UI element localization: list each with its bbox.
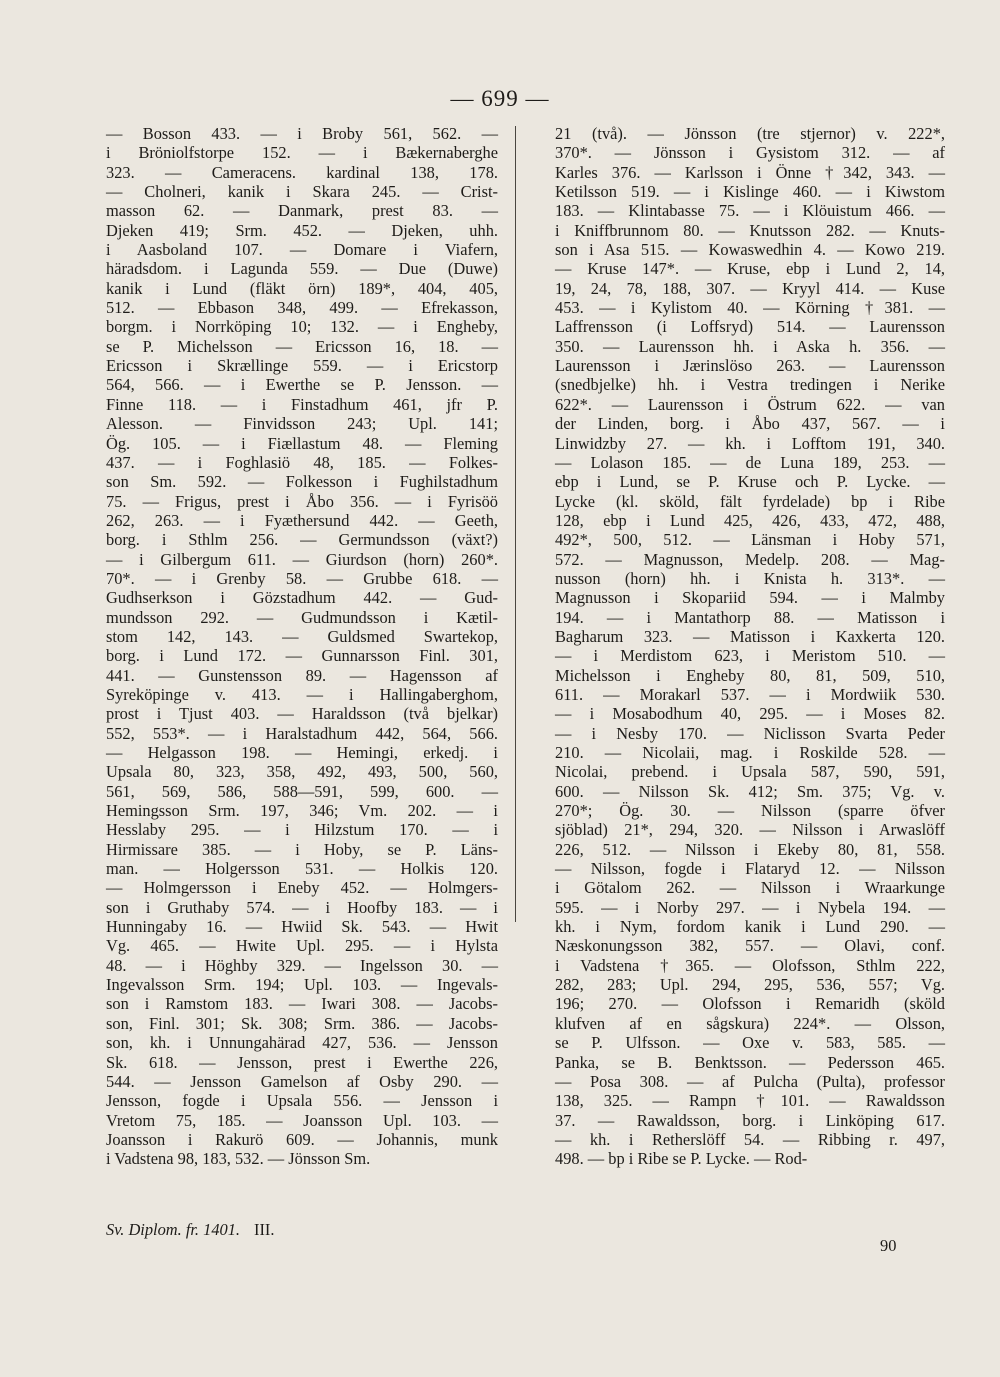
text-line: 323. — Cameracens. kardinal 138, 178.: [106, 162, 498, 182]
footer-title: Sv. Diplom. fr. 1401.: [106, 1220, 241, 1239]
text-line: 196; 270. — Olofsson i Remaridh (sköld: [555, 994, 945, 1014]
page-number: — 699 —: [450, 86, 550, 111]
text-line: 48. — i Höghby 329. — Ingelsson 30. —: [106, 955, 498, 975]
text-line: kh. i Nym, fordom kanik i Lund 290. —: [555, 917, 945, 937]
text-line: ebp i Lund, se P. Kruse och P. Lycke. —: [555, 472, 945, 492]
text-line: Karles 376. — Karlsson i Önne †342, 343. —: [555, 162, 945, 182]
text-line: — Kruse 147*. — Kruse, ebp i Lund 2, 14,: [555, 259, 945, 279]
text-line: Linwidzby 27. — kh. i Lofftom 191, 340.: [555, 433, 945, 453]
text-line: — i Gilbergum 611. — Giurdson (horn) 260*.: [106, 549, 498, 569]
text-line: i Aasboland 107. — Domare i Viafern,: [106, 240, 498, 260]
text-line: Gudhserkson i Gözstadhum 442. — Gud-: [106, 588, 498, 608]
text-line: 370*. — Jönsson i Gysistom 312. — af: [555, 143, 945, 163]
text-line: 262, 263. — i Fyæthersund 442. — Geeth,: [106, 510, 498, 530]
text-line: Jensson, fogde i Upsala 556. — Jensson i: [106, 1091, 498, 1111]
text-line: — Nilsson, fogde i Flataryd 12. — Nilsson: [555, 859, 945, 879]
text-line: 70*. — i Grenby 58. — Grubbe 618. —: [106, 568, 498, 588]
right-column: [555, 124, 945, 1169]
text-line: Hunningaby 16. — Hwiid Sk. 543. — Hwit: [106, 917, 498, 937]
text-line: 226, 512. — Nilsson i Ekeby 80, 81, 558.: [555, 839, 945, 859]
text-line: Finne 118. — i Finstadhum 461, jfr P.: [106, 394, 498, 414]
text-line: i Bröniolfstorpe 152. — i Bækernaberghe: [106, 143, 498, 163]
text-line: 492*, 500, 512. — Länsman i Hoby 571,: [555, 530, 945, 550]
text-line: Laffrensson (i Loffsryd) 514. — Laurensson: [555, 317, 945, 337]
text-line: Hesslaby 295. — i Hilzstum 170. — i: [106, 820, 498, 840]
text-line: 75. — Frigus, prest i Åbo 356. — i Fyrisöö: [106, 491, 498, 511]
text-line: son i Ramstom 183. — Iwari 308. — Jacobs-: [106, 994, 498, 1014]
text-line: 441. — Gunstensson 89. — Hagensson af: [106, 665, 498, 685]
text-line: Syreköpinge v. 413. — i Hallingaberghom,: [106, 684, 498, 704]
text-line: i Vadstena 98, 183, 532. — Jönsson Sm.: [106, 1149, 371, 1169]
text-line: — Holmgersson i Eneby 452. — Holmgers-: [106, 878, 498, 898]
text-line: Panka, se B. Benktsson. — Pedersson 465.: [555, 1052, 945, 1072]
text-line: der Linden, borg. i Åbo 437, 567. — i: [555, 414, 945, 434]
text-line: Lycke (kl. sköld, fält fyrdelade) bp i Ribe: [555, 491, 945, 511]
text-line: son Sm. 592. — Folkesson i Fughilstadhum: [106, 472, 498, 492]
text-line: i Vadstena †365. — Olofsson, Sthlm 222,: [555, 955, 945, 975]
text-line: Næskonungsson 382, 557. — Olavi, conf.: [555, 936, 945, 956]
text-line: son, Finl. 301; Sk. 308; Srm. 386. — Jacobs-: [106, 1013, 498, 1033]
text-line: 512. — Ebbason 348, 499. — Efrekasson,: [106, 298, 498, 318]
text-line: klufven af en sågskura) 224*. — Olsson,: [555, 1013, 945, 1033]
text-line: 270*; Ög. 30. — Nilsson (sparre öfver: [555, 801, 945, 821]
text-line: stom 142, 143. — Guldsmed Swartekop,: [106, 626, 498, 646]
text-line: sjöblad) 21*, 294, 320. — Nilsson i Arwaslöff: [555, 820, 945, 840]
text-line: 21 (två). — Jönsson (tre stjernor) v. 222*,: [555, 124, 945, 143]
text-line: — Helgasson 198. — Hemingi, erkedj. i: [106, 743, 498, 762]
text-line: kanik i Lund (fläkt örn) 189*, 404, 405,: [106, 278, 498, 298]
text-line: Ög. 105. — i Fiællastum 48. — Fleming: [106, 433, 498, 453]
text-line: mundsson 292. — Gudmundsson i Kætil-: [106, 607, 498, 627]
text-line: 622*. — Laurensson i Östrum 622. — van: [555, 394, 945, 414]
text-line: 37. — Rawaldsson, borg. i Linköping 617.: [555, 1110, 945, 1130]
text-line: 19, 24, 78, 188, 307. — Kryyl 414. — Kuse: [555, 278, 945, 298]
text-line: 600. — Nilsson Sk. 412; Sm. 375; Vg. v.: [555, 781, 945, 801]
text-line: 138, 325. — Rampn †101. — Rawaldsson: [555, 1091, 945, 1111]
text-line: 453. — i Kylistom 40. — Körning †381. —: [555, 298, 945, 318]
text-line: Djeken 419; Srm. 452. — Djeken, uhh.: [106, 220, 498, 240]
text-line: — i Nesby 170. — Niclisson Svarta Peder: [555, 723, 945, 743]
text-line: borg. i Lund 172. — Gunnarsson Finl. 301,: [106, 646, 498, 666]
text-line: (snedbjelke) hh. i Vestra tredingen i Nerike: [555, 375, 945, 395]
text-line: i Kniffbrunnom 80. — Knutsson 282. — Knuts-: [555, 220, 945, 240]
text-line: son i Asa 515. — Kowaswedhin 4. — Kowo 219.: [555, 240, 945, 260]
text-line: 552, 553*. — i Haralstadhum 442, 564, 566.: [106, 723, 498, 743]
text-line: — i Mosabodhum 40, 295. — i Moses 82.: [555, 704, 945, 724]
text-line: 194. — i Mantathorp 88. — Matisson i: [555, 607, 945, 627]
text-line: 561, 569, 586, 588—591, 599, 600. —: [106, 781, 498, 801]
column-divider: [515, 126, 516, 922]
text-line: Ketilsson 519. — i Kislinge 460. — i Kiwstom: [555, 182, 945, 202]
text-line: — kh. i Retherslöff 54. — Ribbing r. 497,: [555, 1129, 945, 1149]
text-line: nusson (horn) hh. i Knista h. 313*. —: [555, 568, 945, 588]
text-line: 210. — Nicolaii, mag. i Roskilde 528. —: [555, 743, 945, 762]
text-line: 595. — i Norby 297. — i Nybela 194. —: [555, 897, 945, 917]
text-line: Joansson i Rakurö 609. — Johannis, munk: [106, 1129, 498, 1149]
text-line: 544. — Jensson Gamelson af Osby 290. —: [106, 1071, 498, 1091]
footer-volume: III.: [254, 1220, 275, 1239]
text-line: 282, 283; Upl. 294, 295, 536, 557; Vg.: [555, 975, 945, 995]
text-line: se P. Michelsson — Ericsson 16, 18. —: [106, 336, 498, 356]
text-line: 564, 566. — i Ewerthe se P. Jensson. —: [106, 375, 498, 395]
text-line: 128, ebp i Lund 425, 426, 433, 472, 488,: [555, 510, 945, 530]
text-line: 437. — i Foghlasiö 48, 185. — Folkes-: [106, 452, 498, 472]
text-line: son i Gruthaby 574. — i Hoofby 183. — i: [106, 897, 498, 917]
signature-mark: 90: [880, 1236, 897, 1255]
text-line: — Bosson 433. — i Broby 561, 562. —: [106, 124, 498, 143]
text-line: 183. — Klintabasse 75. — i Klöuistum 466. —: [555, 201, 945, 221]
text-line: Bagharum 323. — Matisson i Kaxkerta 120.: [555, 626, 945, 646]
left-column: [106, 124, 498, 1169]
text-line: masson 62. — Danmark, prest 83. —: [106, 201, 498, 221]
text-line: häradsdom. i Lagunda 559. — Due (Duwe): [106, 259, 498, 279]
text-line: se P. Ulfsson. — Oxe v. 583, 585. —: [555, 1033, 945, 1053]
text-line: Vg. 465. — Hwite Upl. 295. — i Hylsta: [106, 936, 498, 956]
text-line: 611. — Morakarl 537. — i Mordwiik 530.: [555, 684, 945, 704]
text-line: Upsala 80, 323, 358, 492, 493, 500, 560,: [106, 762, 498, 782]
text-line: — i Merdistom 623, i Meristom 510. —: [555, 646, 945, 666]
text-line: i Götalom 262. — Nilsson i Wraarkunge: [555, 878, 945, 898]
text-line: — Cholneri, kanik i Skara 245. — Crist-: [106, 182, 498, 202]
text-line: 572. — Magnusson, Medelp. 208. — Mag-: [555, 549, 945, 569]
text-line: Sk. 618. — Jensson, prest i Ewerthe 226,: [106, 1052, 498, 1072]
footer-source: [106, 1220, 275, 1240]
text-line: Hemingsson Srm. 197, 346; Vm. 202. — i: [106, 801, 498, 821]
text-line: Nicolai, prebend. i Upsala 587, 590, 591,: [555, 762, 945, 782]
text-line: Michelsson i Engheby 80, 81, 509, 510,: [555, 665, 945, 685]
text-line: Ericsson i Skrællinge 559. — i Ericstorp: [106, 356, 498, 376]
text-line: Vretom 75, 185. — Joansson Upl. 103. —: [106, 1110, 498, 1130]
text-line: — Posa 308. — af Pulcha (Pulta), professor: [555, 1071, 945, 1091]
text-line: borgm. i Norrköping 10; 132. — i Engheby,: [106, 317, 498, 337]
text-line: Alesson. — Finvidsson 243; Upl. 141;: [106, 414, 498, 434]
text-line: prost i Tjust 403. — Haraldsson (två bjelkar): [106, 704, 498, 724]
text-line: borg. i Sthlm 256. — Germundsson (växt?): [106, 530, 498, 550]
text-line: Hirmissare 385. — i Hoby, se P. Läns-: [106, 839, 498, 859]
text-line: 498. — bp i Ribe se P. Lycke. — Rod-: [555, 1149, 808, 1169]
text-line: 350. — Laurensson hh. i Aska h. 356. —: [555, 336, 945, 356]
text-line: Magnusson i Skopariid 594. — i Malmby: [555, 588, 945, 608]
text-line: Laurensson i Jærinslöso 263. — Laurensson: [555, 356, 945, 376]
text-line: son, kh. i Unnungahärad 427, 536. — Jensson: [106, 1033, 498, 1053]
text-line: Ingevalsson Srm. 194; Upl. 103. — Ingevals-: [106, 975, 498, 995]
text-line: — Lolason 185. — de Luna 189, 253. —: [555, 452, 945, 472]
text-line: man. — Holgersson 531. — Holkis 120.: [106, 859, 498, 879]
